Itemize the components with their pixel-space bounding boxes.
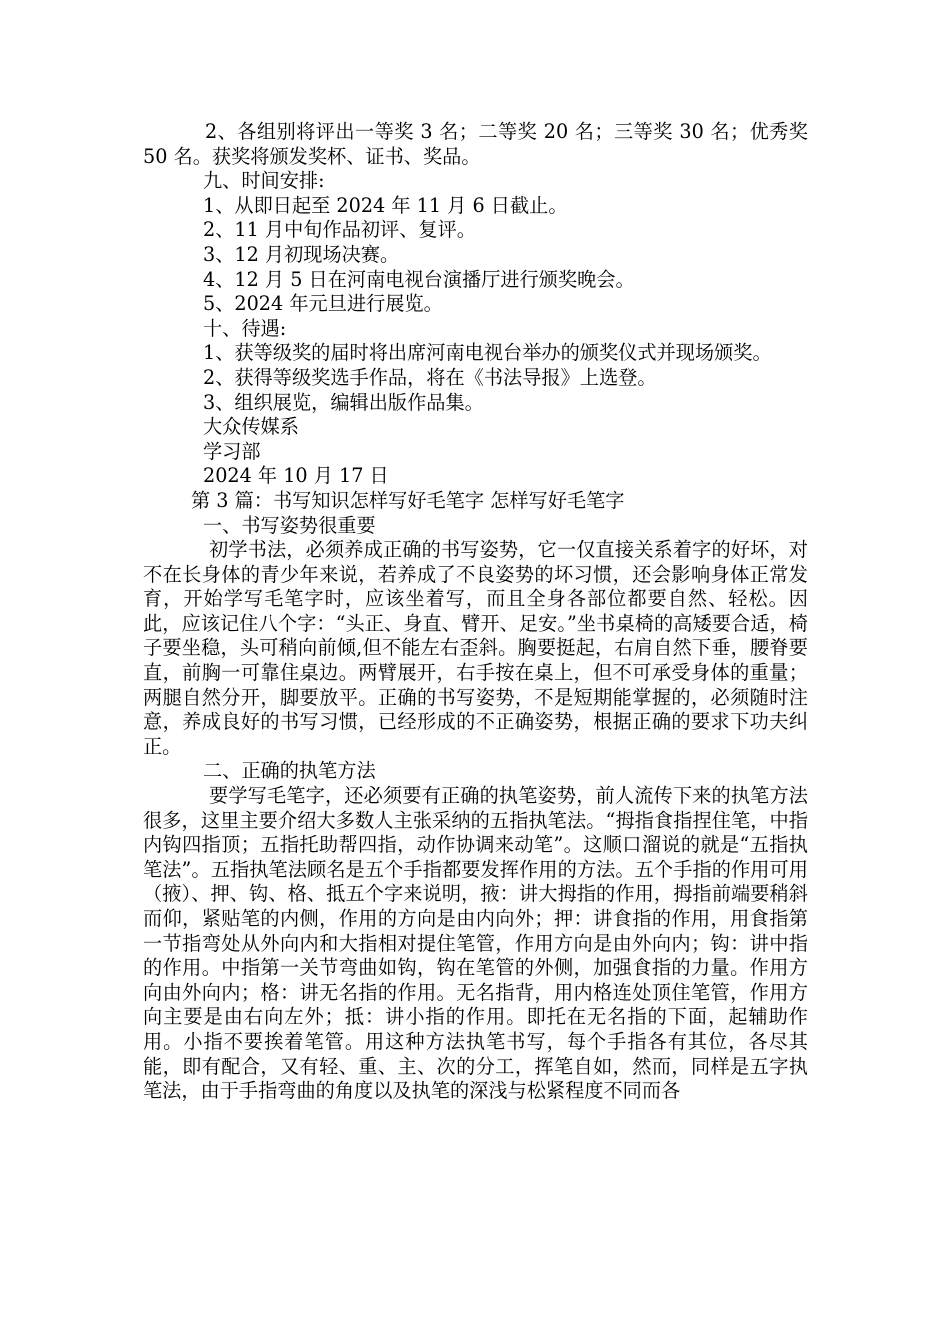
schedule-item-1: 1、从即日起至 2024 年 11 月 6 日截止。 bbox=[203, 193, 568, 217]
office-name: 学习部 bbox=[203, 439, 261, 463]
brush-holding-heading: 二、正确的执笔方法 bbox=[203, 759, 376, 783]
schedule-item-5: 5、2024 年元旦进行展览。 bbox=[203, 292, 443, 316]
document-date: 2024 年 10 月 17 日 bbox=[203, 464, 389, 488]
schedule-item-4: 4、12 月 5 日在河南电视台演播厅进行颁奖晚会。 bbox=[203, 267, 635, 291]
document-page bbox=[143, 120, 808, 1104]
benefit-item-3: 3、组织展览，编辑出版作品集。 bbox=[203, 390, 484, 414]
department-name: 大众传媒系 bbox=[203, 415, 299, 439]
posture-body: 初学书法，必须养成正确的书写姿势，它一仅直接关系着字的好坏，对不在长身体的青少年来说，若养成了不良姿势的坏习惯，还会影响身体正常发育，开始学写毛笔字时，应该坐着写，而且全身各部位都要自然、轻松。因此，应该记住八个字：“头正、身直、臂开、足安。”坐书桌椅的高矮要合适，椅子要坐稳，头可稍向前倾,但不能左右歪斜。胸要挺起，右肩自然下垂，腰脊要直，前胸一可靠住桌边。两臂展开，右手按在桌上，但不可承受身体的重量；两腿自然分开，脚要放平。正确的书写姿势，不是短期能掌握的，必须随时注意，养成良好的书写习惯，已经形成的不正确姿势，根据正确的要求下功夫纠正。 bbox=[143, 538, 808, 758]
posture-heading: 一、书写姿势很重要 bbox=[203, 513, 376, 537]
award-count-paragraph: 2、各组别将评出一等奖 3 名；二等奖 20 名；三等奖 30 名；优秀奖 50 名。获奖将颁发奖杯、证书、奖品。 bbox=[143, 120, 808, 168]
brush-holding-body: 要学写毛笔字，还必须要有正确的执笔姿势，前人流传下来的执笔方法很多，这里主要介绍大多数人主张采纳的五指执笔法。“拇指食指捏住笔，中指内钩四指顶；五指托助帮四指，动作协调来动笔”。这顺口溜说的就是“五指执笔法”。五指执笔法顾名是五个手指都要发挥作用的方法。五个手指的作用可用（掖）、押、钩、格、抵五个字来说明，掖：讲大拇指的作用，拇指前端要稍斜而仰，紧贴笔的内侧，作用的方向是由内向外；押：讲食指的作用，用食指第一节指弯处从外向内和大指相对提住笔管，作用方向是由外向内；钩：讲中指的作用。中指第一关节弯曲如钩，钩在笔管的外侧，加强食指的力量。作用方向由外向内；格：讲无名指的作用。无名指背，用内格连处顶住笔管，作用方向主要是由右向左外；抵：讲小指的作用。即托在无名指的下面，起辅助作用。小指不要挨着笔管。用这种方法执笔书写，每个手指各有其位，各尽其能，即有配合，又有轻、重、主、次的分工，挥笔自如，然而，同样是五字执笔法，由于手指弯曲的角度以及执笔的深浅与松紧程度不同而各 bbox=[143, 784, 808, 1103]
article-3-title: 第 3 篇：书写知识怎样写好毛笔字 怎样写好毛笔字 bbox=[191, 488, 625, 512]
schedule-item-2: 2、11 月中旬作品初评、复评。 bbox=[203, 218, 476, 242]
schedule-item-3: 3、12 月初现场决赛。 bbox=[203, 242, 400, 266]
benefit-item-2: 2、获得等级奖选手作品，将在《书法导报》上选登。 bbox=[203, 365, 657, 389]
section-ten-heading: 十、待遇: bbox=[203, 316, 287, 340]
benefit-item-1: 1、获等级奖的届时将出席河南电视台举办的颁奖仪式并现场颁奖。 bbox=[203, 341, 772, 365]
section-nine-heading: 九、时间安排: bbox=[203, 169, 325, 193]
